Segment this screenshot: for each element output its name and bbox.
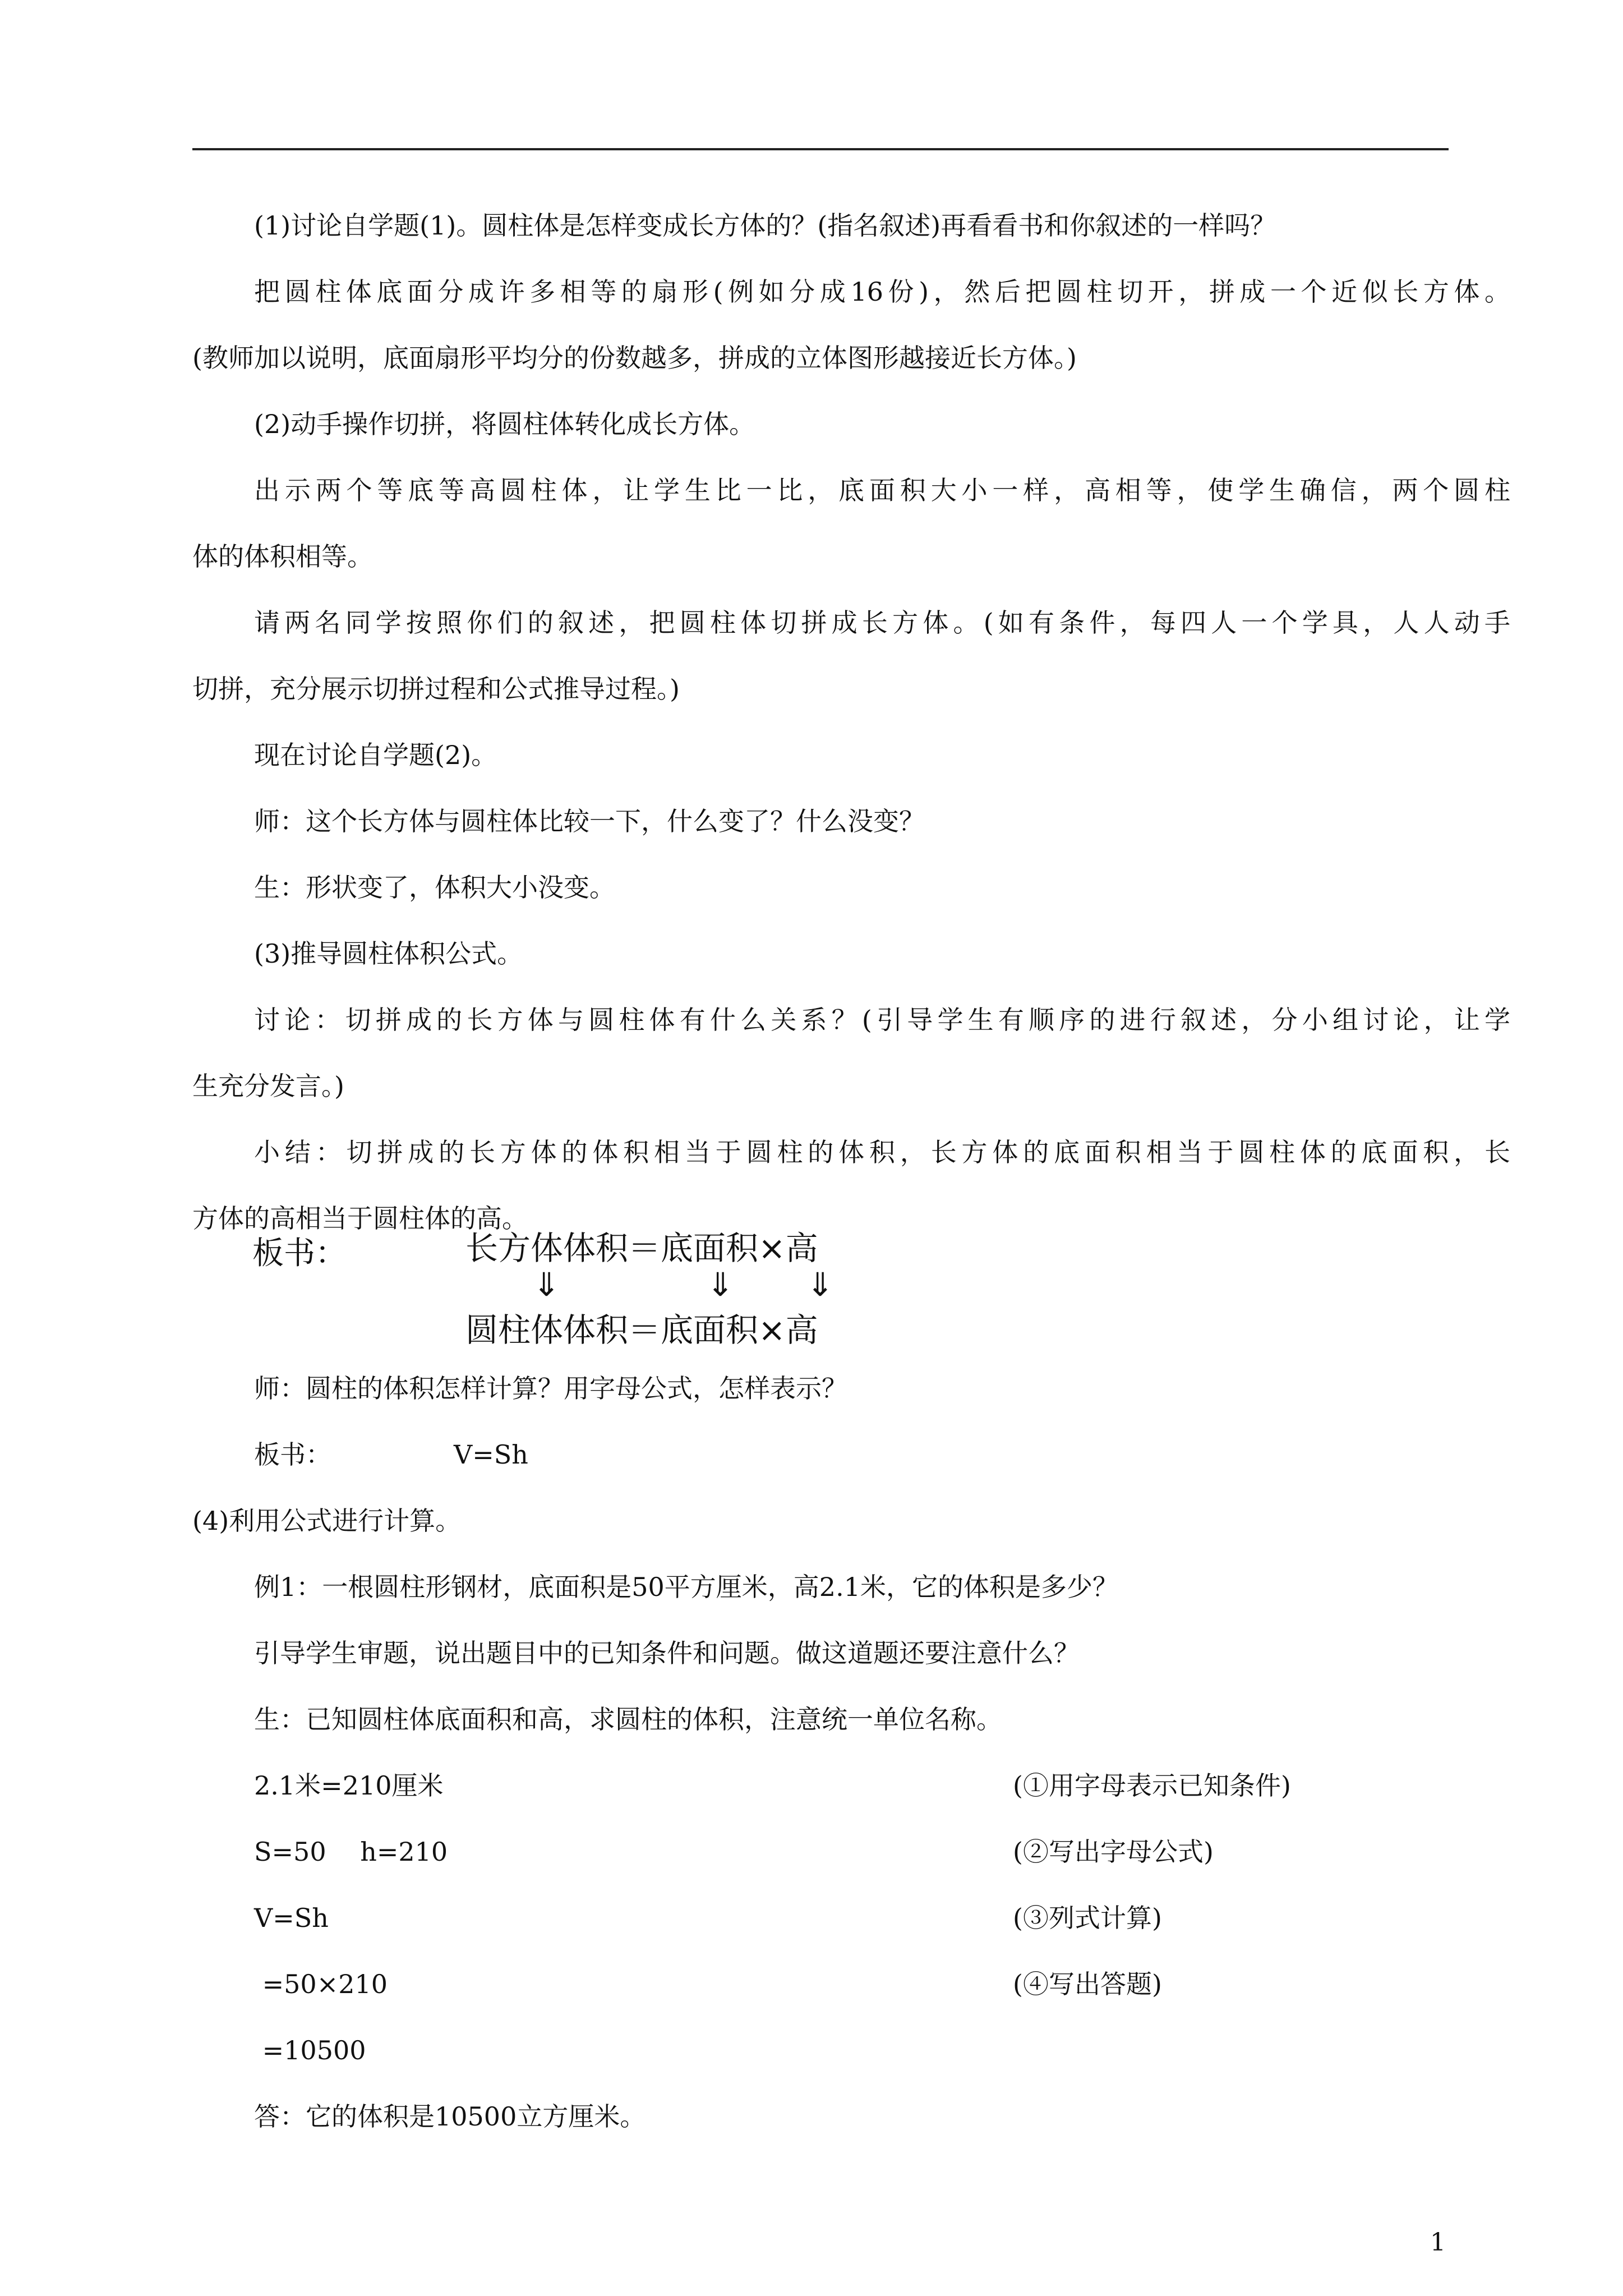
solution-row bbox=[192, 1967, 1510, 2001]
paragraph-line: 把圆柱体底面分成许多相等的扇形(例如分成16份)，然后把圆柱切开，拼成一个近似长方体。 bbox=[254, 277, 1510, 307]
cuboid-volume-formula: 长方体体积＝底面积×高 bbox=[465, 1229, 818, 1267]
paragraph-line: 小结：切拼成的长方体的体积相当于圆柱的体积，长方体的底面积相当于圆柱体的底面积，长 bbox=[254, 1137, 1510, 1167]
solution-row bbox=[192, 1769, 1510, 1802]
formula-vsh: V=Sh bbox=[454, 1439, 528, 1470]
solution-note: (④写出答题) bbox=[1013, 1969, 1162, 1999]
guide-text: 引导学生审题，说出题目中的已知条件和问题。做这道题还要注意什么？ bbox=[254, 1638, 1080, 1668]
paragraph-line: 请两名同学按照你们的叙述，把圆柱体切拼成长方体。(如有条件，每四人一个学具，人人动手 bbox=[254, 608, 1510, 638]
paragraph-line: (1)讨论自学题(1)。圆柱体是怎样变成长方体的？(指名叙述)再看看书和你叙述的一样吗？ bbox=[254, 210, 1276, 241]
paragraph-line: (教师加以说明，底面扇形平均分的份数越多，拼成的立体图形越接近长方体。) bbox=[192, 343, 1077, 373]
solution-left: S=50 h=210 bbox=[254, 1837, 448, 1867]
board-label: 板书： bbox=[252, 1235, 347, 1272]
solution-left: V=Sh bbox=[254, 1903, 329, 1933]
paragraph-line: 师：这个长方体与圆柱体比较一下，什么变了？什么没变？ bbox=[254, 806, 925, 836]
paragraph-line: (3)推导圆柱体积公式。 bbox=[254, 938, 523, 969]
paragraph-line: (2)动手操作切拼，将圆柱体转化成长方体。 bbox=[254, 409, 755, 439]
solution-row bbox=[192, 2033, 1510, 2067]
paragraph-line: 体的体积相等。 bbox=[192, 541, 373, 572]
paragraph-line: 方体的高相当于圆柱体的高。 bbox=[192, 1203, 528, 1234]
paragraph-line: 生：形状变了，体积大小没变。 bbox=[254, 872, 615, 903]
solution-left: =10500 bbox=[254, 2035, 366, 2065]
paragraph-line: 讨论：切拼成的长方体与圆柱体有什么关系？(引导学生有顺序的进行叙述，分小组讨论，让学 bbox=[254, 1005, 1510, 1035]
board-formula-line bbox=[192, 1438, 1510, 1471]
header-rule bbox=[192, 148, 1449, 150]
down-arrow-icon: ⇓ bbox=[707, 1266, 734, 1304]
solution-row bbox=[192, 1835, 1510, 1869]
paragraph-line: 现在讨论自学题(2)。 bbox=[254, 740, 497, 770]
down-arrow-icon: ⇓ bbox=[533, 1266, 560, 1304]
cylinder-volume-formula: 圆柱体体积＝底面积×高 bbox=[465, 1311, 818, 1349]
solution-left: 2.1米=210厘米 bbox=[254, 1770, 444, 1801]
down-arrow-icon: ⇓ bbox=[806, 1266, 834, 1304]
page-number: 1 bbox=[1430, 2228, 1446, 2257]
example-problem: 例1：一根圆柱形钢材，底面积是50平方厘米，高2.1米，它的体积是多少？ bbox=[254, 1572, 1118, 1602]
paragraph-line: 切拼，充分展示切拼过程和公式推导过程。) bbox=[192, 674, 680, 704]
teacher-question: 师：圆柱的体积怎样计算？用字母公式，怎样表示？ bbox=[254, 1373, 847, 1404]
paragraph-line: 生充分发言。) bbox=[192, 1071, 344, 1101]
solution-note: (①用字母表示已知条件) bbox=[1013, 1770, 1291, 1801]
paragraph-line: 出示两个等底等高圆柱体，让学生比一比，底面积大小一样，高相等，使学生确信，两个圆柱 bbox=[254, 475, 1510, 505]
student-answer: 生：已知圆柱体底面积和高，求圆柱的体积，注意统一单位名称。 bbox=[254, 1704, 1002, 1734]
solution-note: (③列式计算) bbox=[1013, 1903, 1162, 1933]
board-label: 板书： bbox=[254, 1439, 331, 1470]
solution-row bbox=[192, 1901, 1510, 1935]
board-diagram bbox=[252, 1222, 925, 1351]
step-heading: (4)利用公式进行计算。 bbox=[192, 1506, 462, 1536]
final-answer: 答：它的体积是10500立方厘米。 bbox=[254, 2101, 646, 2132]
solution-note: (②写出字母公式) bbox=[1013, 1837, 1214, 1867]
solution-left: =50×210 bbox=[254, 1969, 388, 1999]
